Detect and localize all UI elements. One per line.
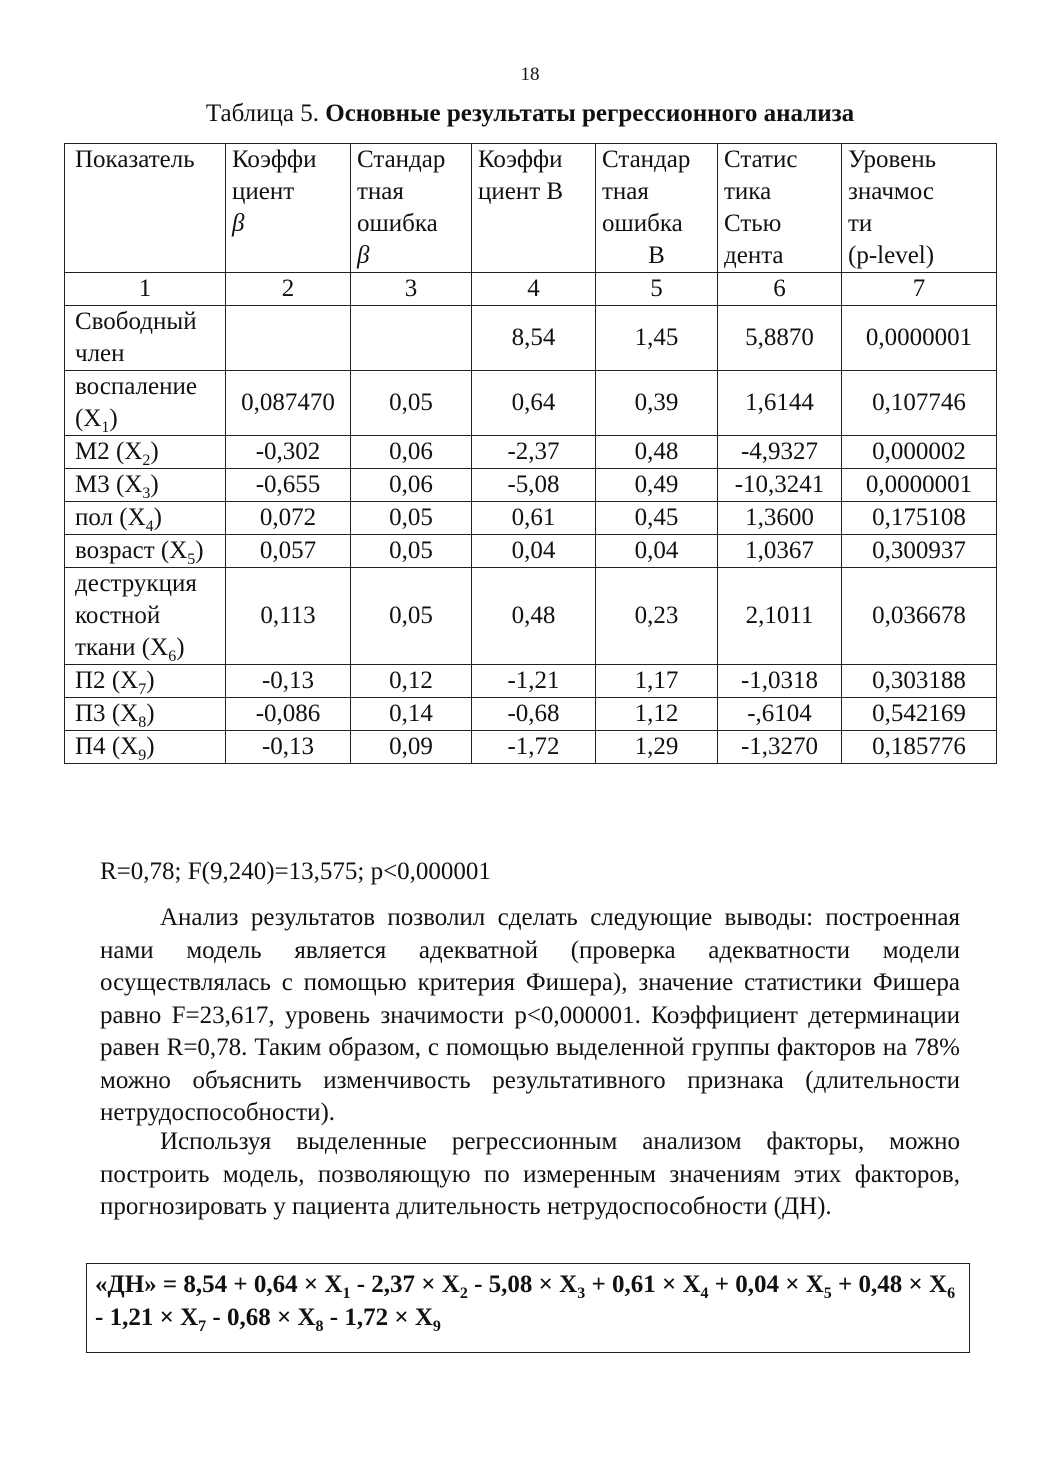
table-header-text: тная [602,178,649,205]
formula-index: 5 [823,1285,832,1302]
table-header-text: β [232,210,245,237]
column-number-cell: 6 [718,273,842,306]
table-cell: -5,08 [472,469,596,502]
table-cell: -0,655 [226,469,351,502]
table-cell: 0,48 [596,436,718,469]
table-row [65,731,997,764]
table-cell: 1,12 [596,698,718,731]
table-cell: 0,04 [472,535,596,568]
table-row [65,469,997,502]
table-header-text: Стью [724,210,782,237]
table-cell: 0,072 [226,502,351,535]
row-label-text: П3 [75,700,106,727]
table-header-text: ошибка [357,210,438,237]
row-label-text: М3 [75,471,110,498]
variable-name: X [120,667,139,694]
row-label: воспаление $(X_1)$ [65,371,226,436]
table-header-text: β [357,242,370,269]
table-cell: 1,17 [596,665,718,698]
table-header-cell [596,144,718,273]
table-cell: 1,3600 [718,502,842,535]
table-row [65,535,997,568]
table-cell: 0,04 [596,535,718,568]
table-cell: 0,000002 [842,436,997,469]
table-cell: -1,21 [472,665,596,698]
row-label: П2 $(X_7)$ [65,665,226,698]
variable-name: X [124,471,143,498]
table-cell: 0,48 [472,568,596,665]
table-header-cell [65,144,226,273]
table-cell: 0,175108 [842,502,997,535]
formula-index: 6 [947,1285,956,1302]
variable-index: 2 [142,452,151,469]
table-row [65,698,997,731]
row-label: деструкция костной ткани $(X_6)$ [65,568,226,665]
formula-term: - $0,68 \times X_8$ [206,1304,324,1335]
table-cell: 0,087470 [226,371,351,436]
formula-index: 4 [700,1285,709,1302]
table-cell: -1,0318 [718,665,842,698]
table-cell [351,306,472,371]
table-cell: 0,185776 [842,731,997,764]
table-cell: 8,54 [472,306,596,371]
row-label: П4 $(X_9)$ [65,731,226,764]
table-cell: 0,113 [226,568,351,665]
table-header-cell [718,144,842,273]
table-header-text: циент [232,178,295,205]
row-label: пол $(X_4)$ [65,502,226,535]
formula-term: + $0,64 \times X_1$ [227,1271,351,1302]
formula-term: - $5,08 \times X_3$ [467,1271,586,1302]
table-header-text: Коэффи [478,146,563,173]
formula-index: 1 [342,1285,351,1302]
table-cell: 0,05 [351,568,472,665]
variable-index: 4 [145,518,154,535]
table-header-text: Показатель [75,146,195,173]
table-cell: 0,14 [351,698,472,731]
table-cell: 0,036678 [842,568,997,665]
row-label-text: П2 [75,667,106,694]
table-header-text: Стандар [357,146,446,173]
table-cell: 0,49 [596,469,718,502]
formula-term: + $0,04 \times X_5$ [708,1271,832,1302]
table-cell: -10,3241 [718,469,842,502]
table-cell: 1,0367 [718,535,842,568]
table-cell: 5,8870 [718,306,842,371]
formula-index: 3 [577,1285,586,1302]
formula-term: - $1,72 \times X_9$ [323,1304,441,1335]
table-cell: 0,542169 [842,698,997,731]
formula-index: 2 [459,1285,468,1302]
table-cell: -0,13 [226,731,351,764]
table-cell: 1,29 [596,731,718,764]
variable-index: 7 [138,681,147,698]
row-label-text: М2 [75,438,110,465]
table-column-numbers [65,273,997,306]
table-header-text: ти [848,210,873,237]
table-header-cell [472,144,596,273]
table-row [65,568,997,665]
column-number-cell: 3 [351,273,472,306]
table-cell: -,6104 [718,698,842,731]
analysis-paragraph: Анализ результатов позволил сделать следующие выводы: построенная нами модель является адекватной (проверка адекватности модели осуществлялась с помощью критерия Фишера), значение статистики Фишера равно F=23,617, уровень значимости p<0,000001. Коэффициент детерминации равен R=0,78. Таким образом, с помощью выделенной группы факторов на 78% можно объяснить изменчивость результативного признака (длительности нетрудоспособности). [100,904,960,1126]
table-cell: -0,68 [472,698,596,731]
table-row [65,371,997,436]
variable-name: X [169,537,188,564]
variable-name: X [83,405,102,432]
table-header-text: Статис [724,146,798,173]
table-cell: 0,107746 [842,371,997,436]
row-label: М3 $(X_3)$ [65,469,226,502]
variable-index: 3 [142,485,151,502]
table-cell: 0,05 [351,371,472,436]
row-label [65,306,226,371]
variable-name: X [127,504,146,531]
variable-name: X [120,700,139,727]
variable-index: 5 [187,551,196,568]
table-header-text: Коэффи [232,146,317,173]
table-header-row [65,144,997,273]
table-header-text: ошибка [602,210,683,237]
table-cell: 0,61 [472,502,596,535]
table-cell: 0,09 [351,731,472,764]
table-cell: 0,23 [596,568,718,665]
formula-term: - $1,21 \times X_7$ [95,1304,207,1335]
table-cell [226,306,351,371]
table-cell: 0,05 [351,535,472,568]
column-number-cell: 5 [596,273,718,306]
row-label-text: пол [75,504,114,531]
column-number-cell: 7 [842,273,997,306]
row-label-text: возраст [75,537,155,564]
page-number: 18 [520,64,540,85]
table-cell: 0,39 [596,371,718,436]
table-cell: 0,0000001 [842,306,997,371]
table-cell: -2,37 [472,436,596,469]
formula-term: + $0,48 \times X_6$ [831,1271,956,1302]
table-cell: 1,45 [596,306,718,371]
regression-formula [86,1263,970,1353]
table-cell: -1,72 [472,731,596,764]
table-cell: -0,302 [226,436,351,469]
column-number-cell: 1 [65,273,226,306]
column-number-cell: 2 [226,273,351,306]
table-cell: 0,300937 [842,535,997,568]
table-header-cell [351,144,472,273]
row-label-text: воспаление [75,373,197,400]
table-header-text: Уровень [848,146,937,173]
variable-index: 9 [138,747,147,764]
formula-index: 8 [315,1318,324,1335]
table-header-text: (p-level) [848,242,935,269]
formula-lhs: «ДН» = 8,54 [95,1271,228,1298]
table-cell: 0,05 [351,502,472,535]
table-row [65,436,997,469]
table-header-text: тика [724,178,772,205]
table-cell: 0,06 [351,436,472,469]
table-row [65,306,997,371]
row-label-text: деструкция костной ткани [75,570,197,661]
table-header-text: B [648,242,665,269]
table-header-cell [842,144,997,273]
row-label-text: Свободный член [75,308,197,367]
regression-results-table [64,143,997,764]
table-caption-title: Основные результаты регрессионного анализа [325,100,855,127]
table-header-text: дента [724,242,784,269]
table-cell: -4,9327 [718,436,842,469]
table-cell: 0,06 [351,469,472,502]
table-cell: -0,086 [226,698,351,731]
formula-term: + $0,61 \times X_4$ [585,1271,709,1302]
table-cell: 2,1011 [718,568,842,665]
table-cell: 0,057 [226,535,351,568]
table-row [65,665,997,698]
variable-name: X [120,733,139,760]
table-cell: -1,3270 [718,731,842,764]
table-row [65,502,997,535]
row-label: П3 $(X_8)$ [65,698,226,731]
table-cell: 0,64 [472,371,596,436]
row-label-text: П4 [75,733,106,760]
table-header-text: тная [357,178,404,205]
formula-term: - $2,37 \times X_2$ [350,1271,468,1302]
table-header-text: циент B [478,178,564,205]
variable-index: 6 [168,648,177,665]
variable-index: 1 [101,419,110,436]
row-label: М2 $(X_2)$ [65,436,226,469]
variable-name: X [150,634,169,661]
table-caption [0,100,1060,128]
formula-index: 9 [432,1318,441,1335]
table-cell: 0,45 [596,502,718,535]
table-header-cell [226,144,351,273]
table-cell: 0,12 [351,665,472,698]
table-cell: 0,303188 [842,665,997,698]
formula-index: 7 [198,1318,207,1335]
table-cell: 0,0000001 [842,469,997,502]
column-number-cell: 4 [472,273,596,306]
variable-name: X [124,438,143,465]
row-label: возраст $(X_5)$ [65,535,226,568]
table-caption-prefix: Таблица 5. [205,100,319,127]
table-cell: -0,13 [226,665,351,698]
table-header-text: Стандар [602,146,691,173]
model-statistics: R=0,78; F(9,240)=13,575; p<0,000001 [100,858,491,885]
table-header-text: значмос [848,178,934,205]
variable-index: 8 [138,714,147,731]
model-paragraph: Используя выделенные регрессионным анализом факторы, можно построить модель, позволяющую по измеренным значениям этих факторов, прогнозировать у пациента длительность нетрудоспособности (ДН). [100,1128,960,1220]
table-cell: 1,6144 [718,371,842,436]
